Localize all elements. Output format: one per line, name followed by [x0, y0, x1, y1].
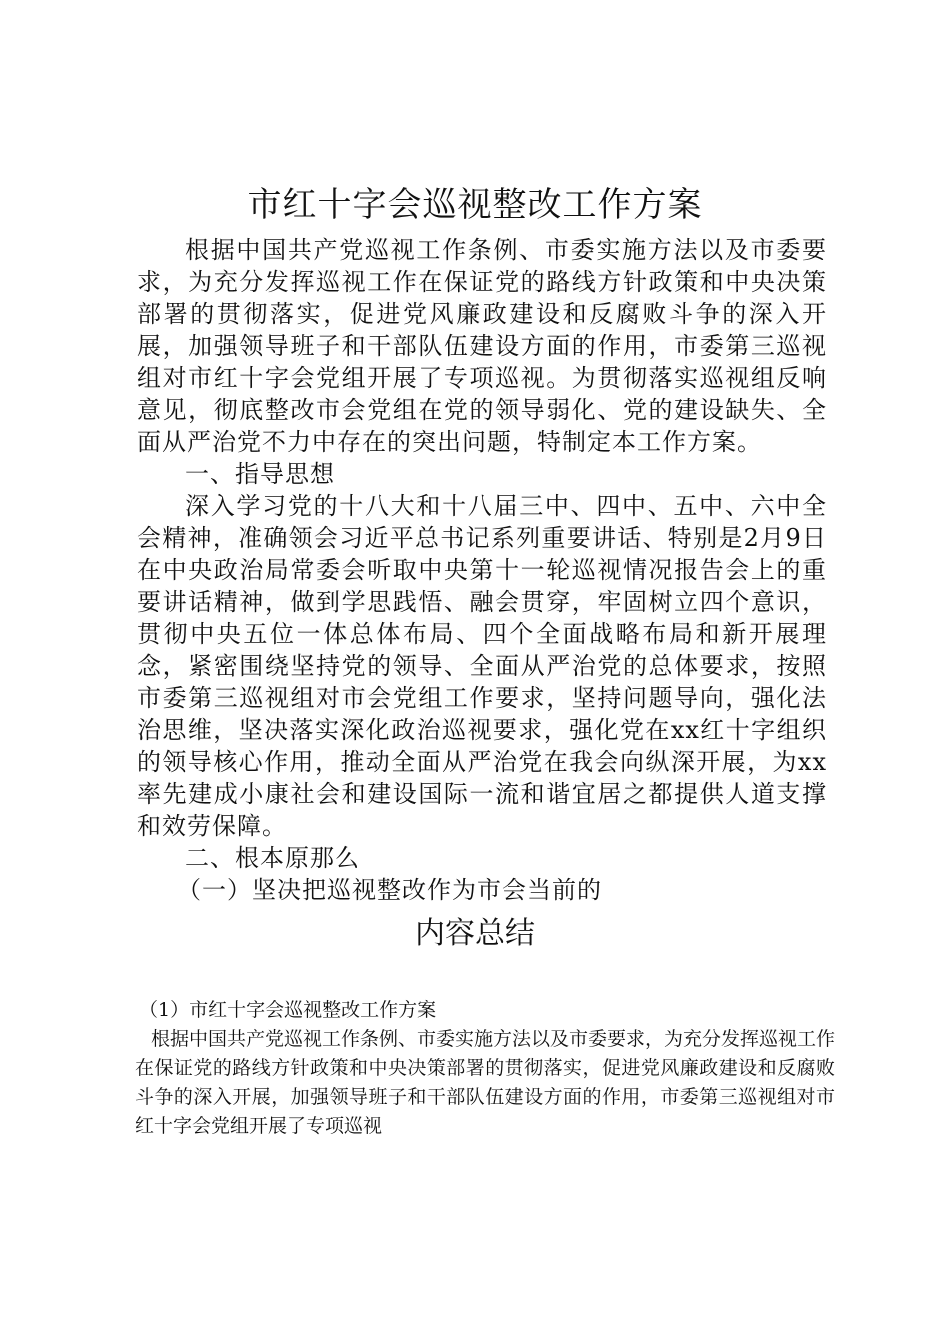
summary-item-body: 根据中国共产党巡视工作条例、市委实施方法以及市委要求，为充分发挥巡视工作在保证党的路线方针政策和中央决策部署的贯彻落实，促进党风廉政建设和反腐败斗争的深入开展，加强领导班子和干部队伍建设方面的作用，市委第三巡视组对市红十字会党组开展了专项巡视	[135, 1028, 836, 1137]
summary-item-label: （1）市红十字会巡视整改工作方案	[139, 999, 437, 1021]
summary-block	[135, 996, 835, 1141]
document-title: 市红十字会巡视整改工作方案	[247, 185, 703, 225]
section-heading-guiding-thought: 一、指导思想	[185, 460, 335, 488]
guiding-thought-paragraph: 深入学习党的十八大和十八届三中、四中、五中、六中全会精神，准确领会习近平总书记系列重要讲话、特别是2月9日在中央政治局常委会听取中央第十一轮巡视情况报告会上的重要讲话精神，做到学思践悟、融会贯穿，牢固树立四个意识，贯彻中央五位一体总体布局、四个全面战略布局和新开展理念，紧密围绕坚持党的领导、全面从严治党的总体要求，按照市委第三巡视组对市会党组工作要求，坚持问题导向，强化法治思维，坚决落实深化政治巡视要求，强化党在xx红十字组织的领导核心作用，推动全面从严治党在我会向纵深开展，为xx率先建成小康社会和建设国际一流和谐宜居之都提供人道支撑和效劳保障。	[137, 492, 827, 840]
intro-paragraph: 根据中国共产党巡视工作条例、市委实施方法以及市委要求，为充分发挥巡视工作在保证党的路线方针政策和中央决策部署的贯彻落实，促进党风廉政建设和反腐败斗争的深入开展，加强领导班子和干部队伍建设方面的作用，市委第三巡视组对市红十字会党组开展了专项巡视。为贯彻落实巡视组反响意见，彻底整改市会党组在党的领导弱化、党的建设缺失、全面从严治党不力中存在的突出问题，特制定本工作方案。	[137, 236, 827, 456]
document-body	[137, 234, 827, 906]
section-heading-basic-principles: 二、根本原那么	[185, 844, 360, 872]
subsection-heading-1: （一）坚决把巡视整改作为市会当前的	[177, 876, 602, 904]
summary-title: 内容总结	[415, 916, 535, 951]
